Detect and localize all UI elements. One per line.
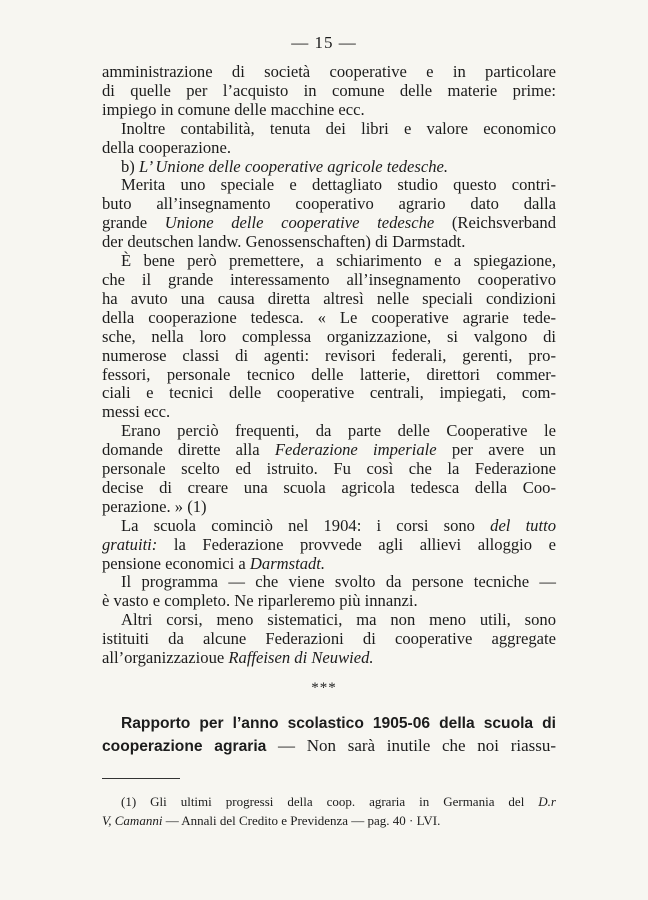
text-fragment: (1) Gli ultimi progressi della coop. agraria in Germania del — [121, 794, 539, 809]
italic-fragment: Raffeisen di Neuwied. — [228, 648, 374, 668]
text-line — [102, 649, 556, 668]
text-line: Merita uno speciale e dettagliato studio questo contri- — [121, 175, 556, 195]
footnote-rule — [102, 778, 180, 779]
text-line: della cooperazione tedesca. « Le cooperative agrarie tede- — [102, 307, 556, 327]
text-line: sche, nella loro complessa organizzazione, si valgono di — [102, 326, 556, 346]
text-line: numerose classi di agenti: revisori federali, gerenti, pro- — [102, 345, 556, 365]
italic-fragment: Darmstadt. — [249, 553, 326, 573]
text-line: ha avuto una causa diretta altresì nelle speciali condizioni — [102, 288, 556, 308]
text-line: della cooperazione. — [102, 137, 231, 157]
text-line: Il programma — che viene svolto da persone tecniche — — [121, 572, 556, 592]
text-line: buto all’insegnamento cooperativo agrario dato dalla — [102, 194, 556, 214]
italic-fragment: gratuiti: — [102, 534, 158, 554]
footnote-line — [102, 792, 556, 811]
italic-fragment: Federazione imperiale — [274, 440, 437, 460]
text-line: è vasto e completo. Ne riparleremo più innanzi. — [102, 591, 418, 611]
text-fragment: la Federazione provvede agli allievi alloggio e — [157, 534, 556, 554]
text-line — [102, 536, 556, 555]
footnote — [102, 792, 556, 830]
text-line: perazione. » (1) — [102, 496, 207, 516]
text-line: È bene però premettere, a schiarimento e a spiegazione, — [121, 251, 556, 271]
body-text — [102, 63, 556, 668]
italic-fragment: Unione delle cooperative tedesche — [164, 213, 435, 233]
text-fragment: (Reichsverband — [434, 213, 556, 233]
report-heading-line — [102, 712, 556, 735]
text-fragment: — Non sarà inutile che noi riassu- — [266, 736, 557, 755]
text-fragment: per avere un — [436, 440, 556, 460]
text-line: di quelle per l’acquisto in comune delle materie prime: — [102, 80, 556, 100]
section-heading-b — [102, 158, 556, 177]
text-line: Erano perciò frequenti, da parte delle Cooperative le — [121, 421, 556, 441]
report-paragraph — [102, 712, 556, 758]
text-line: che il grande interessamento all’insegnamento cooperativo — [102, 269, 556, 289]
italic-fragment: del tutto — [490, 515, 556, 535]
text-fragment: — Annali del Credito e Previdenza — pag. 40 · LVI. — [162, 813, 441, 828]
text-line: fessori, personale tecnico delle latterie, direttori commer- — [102, 364, 556, 384]
text-line: amministrazione di società cooperative e in particolare — [102, 62, 556, 81]
text-line — [102, 214, 556, 233]
text-line: istituiti da alcune Federazioni di cooperative aggregate — [102, 629, 556, 649]
page-number: — 15 — — [291, 33, 357, 52]
text-line: Inoltre contabilità, tenuta dei libri e valore economico — [121, 118, 556, 138]
section-separator: *** — [311, 680, 337, 696]
italic-fragment: D.r — [538, 794, 556, 809]
text-line: Altri corsi, meno sistematici, ma non meno utili, sono — [121, 610, 556, 630]
text-line — [102, 555, 556, 574]
report-heading: Rapporto per l’anno scolastico 1905-06 della scuola di — [121, 715, 556, 732]
section-title: L’ Unione delle cooperative agricole tedesche. — [138, 156, 449, 176]
text-line: ciali e tecnici delle cooperative centrali, impiegati, com- — [102, 383, 556, 403]
text-line: messi ecc. — [102, 402, 171, 422]
text-line: decise di creare una scuola agricola tedesca della Coo- — [102, 477, 556, 497]
text-fragment: grande — [102, 213, 165, 233]
report-heading: cooperazione agraria — [102, 738, 267, 755]
text-line: der deutschen landw. Genossenschaften) di Darmstadt. — [102, 232, 466, 252]
text-line: impiego in comune delle macchine ecc. — [102, 99, 365, 119]
text-fragment: La scuola cominciò nel 1904: i corsi sono — [121, 515, 491, 535]
italic-fragment: V, Camanni — [102, 813, 163, 828]
text-line — [102, 735, 556, 758]
text-line: personale scelto ed istruito. Fu così che la Federazione — [102, 459, 556, 479]
text-fragment: all’organizzaziouе — [102, 648, 229, 668]
text-line — [102, 517, 556, 536]
text-fragment: domande dirette alla — [102, 440, 275, 460]
text-fragment: pensione economici a — [102, 553, 250, 573]
text-line — [102, 441, 556, 460]
section-letter: b) — [121, 156, 139, 176]
footnote-line — [102, 811, 556, 830]
